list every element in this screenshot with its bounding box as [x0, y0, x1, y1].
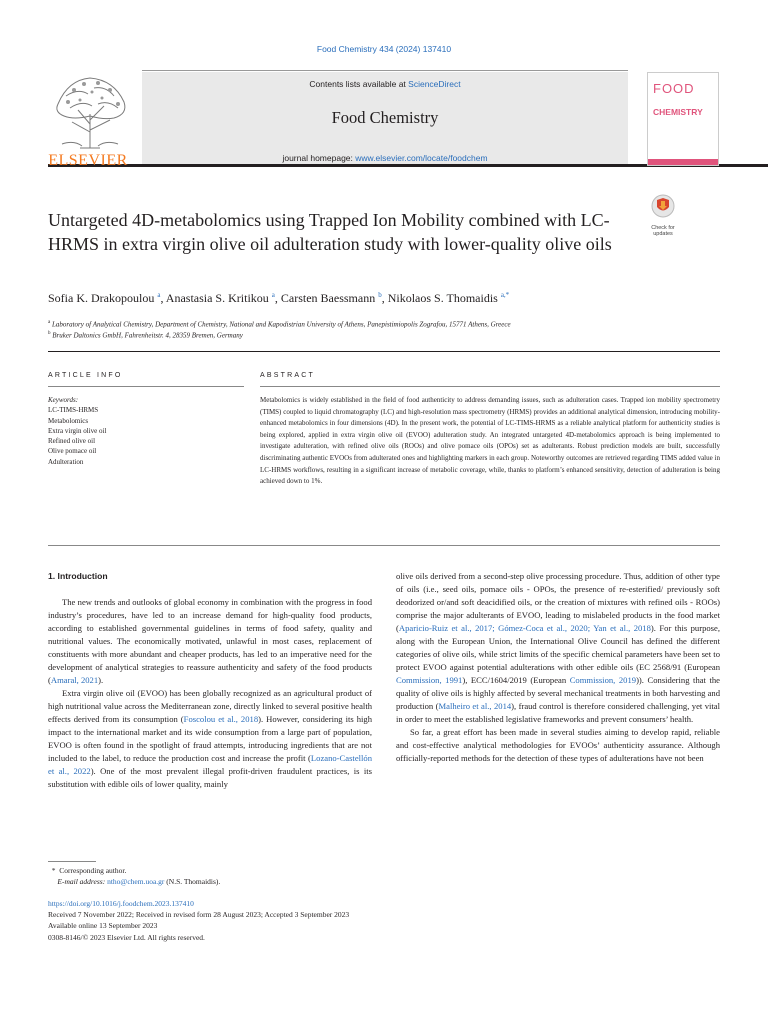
- keyword: Adulteration: [48, 457, 84, 466]
- paragraph-text: )). Considering that the quality of olive oils is highly affected by several mechanical treatments in both harvesting and production (: [396, 675, 721, 711]
- author-separator: ,: [160, 291, 166, 305]
- footnote-email-line: [48, 876, 448, 887]
- paragraph: [48, 596, 372, 687]
- citation-link[interactable]: Lozano-Castellón et al., 2022: [48, 753, 372, 776]
- sciencedirect-link[interactable]: ScienceDirect: [408, 79, 461, 89]
- badge-label-line2: updates: [653, 231, 673, 237]
- article-footer: [48, 898, 548, 943]
- paragraph-text: Extra virgin olive oil (EVOO) has been globally recognized as an agricultural product of high nutritional value across the Mediterranean zone, directly linked to several positive health effects derived from its consumption (: [48, 688, 372, 724]
- keyword: Refined olive oil: [48, 437, 96, 446]
- available-online: Available online 13 September 2023: [48, 921, 158, 931]
- article-title: Untargeted 4D-metabolomics using Trapped Ion Mobility combined with LC-HRMS in extra virgin olive oil adulteration study with lower-quality olive oils: [48, 210, 612, 254]
- body-column-right: [396, 570, 720, 765]
- paragraph: [48, 687, 372, 791]
- divider-rule: [48, 545, 720, 546]
- author-affiliation-mark[interactable]: a: [157, 291, 161, 299]
- cover-title-food: FOOD: [653, 81, 695, 96]
- author-4[interactable]: [388, 291, 509, 305]
- received-dates: Received 7 November 2022; Received in revised form 28 August 2023; Accepted 3 September 2023: [48, 910, 350, 920]
- section-heading-introduction: 1. Introduction: [48, 571, 108, 581]
- footnote-line: [48, 865, 448, 876]
- badge-label-line1: Check for: [651, 225, 675, 231]
- contents-prefix: Contents lists available at: [309, 79, 409, 89]
- paragraph-text: ), fraud control is therefore considered challenging, yet vital in order to meet the established legislative frameworks and prevent consumers’ health.: [396, 701, 720, 724]
- author-affiliation-mark[interactable]: b: [378, 291, 382, 299]
- contents-line: [142, 79, 628, 89]
- email-label: E-mail address:: [57, 877, 106, 886]
- cover-title-chemistry: CHEMISTRY: [653, 107, 703, 117]
- check-for-updates-badge[interactable]: [648, 194, 678, 237]
- author-separator: ,: [274, 291, 281, 305]
- citation-link[interactable]: Foscolou et al., 2018: [183, 714, 259, 724]
- author-1[interactable]: [48, 291, 160, 305]
- check-for-updates-icon: [648, 194, 678, 218]
- author-name: Anastasia S. Kritikou: [165, 291, 269, 305]
- author-name: Sofia K. Drakopoulou: [48, 291, 155, 305]
- article-info-heading: ARTICLE INFO: [48, 372, 123, 379]
- footnote-star: *: [51, 866, 56, 875]
- divider-rule: [48, 351, 720, 352]
- keyword: Extra virgin olive oil: [48, 426, 107, 435]
- keyword: Metabolomics: [48, 416, 89, 425]
- citation-link[interactable]: Commission, 1991: [396, 675, 463, 685]
- email-link[interactable]: ntho@chem.uoa.gr: [107, 877, 165, 886]
- abstract-text: Metabolomics is widely established in the field of food authenticity to address demanding issues, such as adulteration cases. Trapped ion mobility spectrometry (TIMS) coupled to liquid chromatography (LC) and high-resolution mass spectrometry (HRMS) provides an additional analytical dimension, introducing mobility-enhanced metabolomics in four dimensions (4D). In the present work, the potential of LC-TIMS-HRMS as a reliable analytical platform for authenticity studies is being explored, applied in extra virgin olive oil (EVOO) adulteration study. An integrated untargeted 4D-metabolomics approach is being implemented to investigate adulteration, with refined olive oils (ROOs) and olive pomace oils (OPOs) set as adulterants. Robust prediction models are built, successfully discriminating authentic EVOOs from adulterated ones and highlighting markers in each group. Noteworthy outcomes are retrieved regarding TIMS added value in LC-HRMS workflows, resulting in a significant increase of metabolic coverage, while, thanks to platform’s enhanced sensitivity, detection of adulteration is being achieved down to 1%.: [260, 396, 720, 486]
- affiliation-text: Bruker Daltonics GmbH, Fahrenheitstr. 4, 28359 Bremen, Germany: [52, 331, 243, 340]
- author-2[interactable]: [166, 291, 275, 305]
- doi-link[interactable]: https://doi.org/10.1016/j.foodchem.2023.137410: [48, 899, 194, 908]
- paragraph-continued: [396, 570, 720, 726]
- keyword: LC-TIMS-HRMS: [48, 406, 99, 415]
- journal-cover-thumbnail[interactable]: [647, 72, 719, 166]
- article-info-rule: [48, 386, 244, 387]
- keywords-label: Keywords:: [48, 396, 79, 404]
- paragraph-text: The new trends and outlooks of global economy in combination with the progress in food industry’s procedures, have led to an increase demand for high-quality food products, according to established governmental guidelines in terms of food safety, quality and nutritional values. The economically motivated, unlawful in most cases, replacement of constituents with more abundant and cheaper products, has led to an imperative need for the development of analytical strategies to reassure authenticity and safety of the food products (: [48, 597, 372, 685]
- affiliation-text: Laboratory of Analytical Chemistry, Department of Chemistry, National and Kapodistrian University of Athens, Panepistimiopolis Zografou, 15771 Athens, Greece: [51, 320, 511, 329]
- journal-homepage-line: [142, 153, 628, 163]
- publisher-logo-text: ELSEVIER: [48, 152, 128, 169]
- author-name: Nikolaos S. Thomaidis: [387, 291, 498, 305]
- corresponding-author-footnote: [48, 865, 448, 887]
- keyword: Olive pomace oil: [48, 447, 97, 456]
- badge-label: [648, 225, 678, 237]
- paragraph-text: ). One of the most prevalent illegal profit-driven fraudulent practices, is its substitution with edible oils of lower quality, mainly: [48, 766, 372, 789]
- author-3[interactable]: [281, 291, 382, 305]
- citation-link[interactable]: Amaral, 2021: [50, 675, 99, 685]
- paragraph-text: ), ECC/1604/2019 (European: [462, 675, 570, 685]
- citation-link[interactable]: Malheiro et al., 2014: [438, 701, 512, 711]
- journal-homepage-link[interactable]: www.elsevier.com/locate/foodchem: [355, 153, 488, 163]
- author-affiliation-mark[interactable]: a,*: [500, 291, 510, 299]
- affiliations: [48, 318, 748, 341]
- footnote-rule: [48, 861, 96, 862]
- citation-link[interactable]: Commission, 2019: [569, 675, 637, 685]
- header-top-rule: [142, 70, 628, 71]
- paragraph-text: ). For this purpose, along with the European Union, the International Olive Council has defined the different categories of olive oils, while strict limits of the specific chemical parameters have been set to protect EVOO against potential adulterations with other edible oils (EC 2568/91 (European: [396, 623, 720, 672]
- abstract-heading: ABSTRACT: [260, 372, 315, 379]
- affiliation-mark: b: [48, 331, 51, 337]
- tree-icon: [48, 74, 132, 150]
- affiliation-a: [48, 318, 748, 329]
- affiliation-b: [48, 329, 748, 340]
- copyright: 0308-8146/© 2023 Elsevier Ltd. All rights reserved.: [48, 932, 205, 942]
- paragraph-text: ).: [98, 675, 104, 685]
- footnote-corresponding: Corresponding author.: [59, 866, 127, 875]
- citation-link[interactable]: Aparicio-Ruiz et al., 2017; Gómez-Coca et al., 2020; Yan et al., 2018: [398, 623, 651, 633]
- author-affiliation-mark[interactable]: a: [271, 291, 275, 299]
- abstract-rule: [260, 386, 720, 387]
- email-suffix: (N.S. Thomaidis).: [166, 877, 221, 886]
- paragraph: So far, a great effort has been made in several studies aiming to develop rapid, reliable and cost-effective analytical methodologies for EVOOs’ authenticity assurance. Although officially-reported methods for the detection of these types of adulterations have not been: [396, 727, 720, 763]
- paragraph-text: olive oils derived from a second-step olive processing procedure. Thus, addition of other type of oils (i.e., seed oils, pomace oils - OPOs, the presence of re-esterified/ previously soft deodorized or/and soft deacidified oils, or the creation of mixtures with refined oils - ROOs) comprise the major adulterants of EVOO, leading to mislabeled products in the food market (: [396, 571, 720, 633]
- cover-color-bar: [648, 159, 718, 165]
- journal-reference[interactable]: Food Chemistry 434 (2024) 137410: [316, 44, 452, 54]
- author-name: Carsten Baessmann: [280, 291, 376, 305]
- author-separator: ,: [381, 291, 388, 305]
- keywords-block: [48, 395, 244, 467]
- body-column-left: [48, 570, 372, 791]
- author-list: [48, 291, 748, 306]
- affiliation-mark: a: [48, 320, 51, 325]
- paragraph-text: ). However, considering its high impact to the international market and its wide consumption from a large part of population, EVOO is often found in the spotlight of fraud attempts, introducing ingredients that are not included to the label, to reduce the production cost and increase the profit (: [48, 714, 372, 763]
- journal-name: Food Chemistry: [331, 108, 439, 127]
- homepage-prefix: journal homepage:: [282, 153, 356, 163]
